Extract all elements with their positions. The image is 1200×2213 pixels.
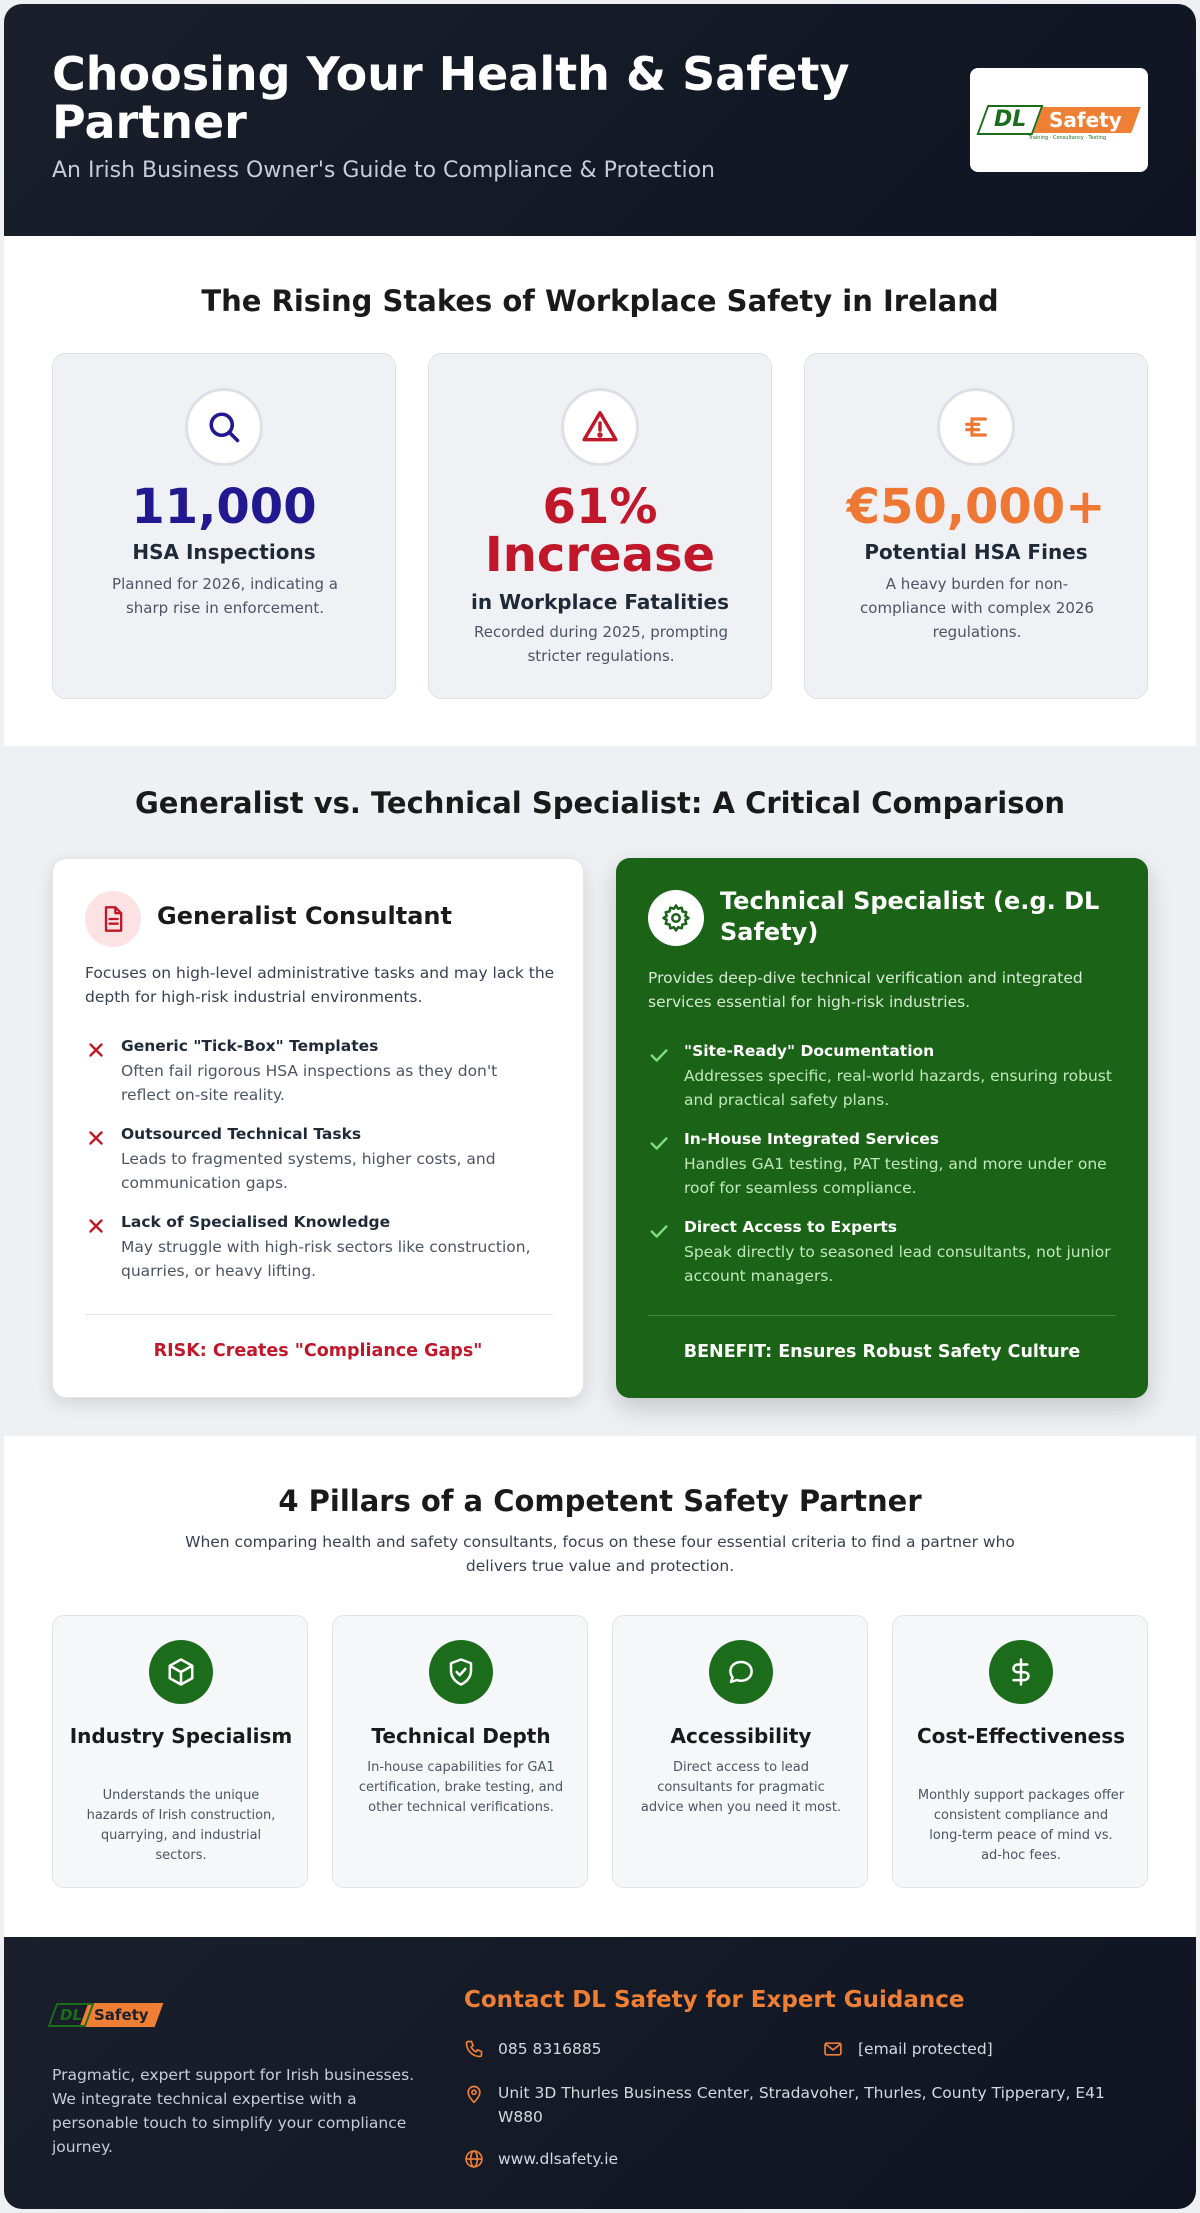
specialist-title: Technical Specialist (e.g. DL Safety) bbox=[720, 887, 1100, 946]
pillar-description: Monthly support packages offer consistent compliance and long-term peace of mind vs. ad-hoc fees. bbox=[917, 1788, 1125, 1863]
check-icon bbox=[648, 1044, 670, 1066]
contact-website[interactable] bbox=[464, 2147, 618, 2171]
page-title: Choosing Your Health & Safety Partner bbox=[52, 47, 850, 149]
point-heading: In-House Integrated Services bbox=[684, 1130, 940, 1148]
pillar-technical-depth bbox=[332, 1615, 588, 1888]
point-detail: Handles GA1 testing, PAT testing, and more under one roof for seamless compliance. bbox=[684, 1155, 1107, 1197]
address-text: Unit 3D Thurles Business Center, Stradavoher, Thurles, County Tipperary, E41 W880 bbox=[498, 2084, 1105, 2126]
chat-icon bbox=[709, 1640, 773, 1704]
point-detail: Speak directly to seasoned lead consultants, not junior account managers. bbox=[684, 1243, 1111, 1285]
comparison-section bbox=[4, 746, 1196, 1436]
contact-title: Contact DL Safety for Expert Guidance bbox=[464, 1987, 965, 2013]
pillar-accessibility bbox=[612, 1615, 868, 1888]
point-heading: Direct Access to Experts bbox=[684, 1218, 897, 1236]
pillar-title: Accessibility bbox=[670, 1724, 812, 1748]
stat-label: HSA Inspections bbox=[132, 540, 316, 564]
generalist-title: Generalist Consultant bbox=[157, 902, 452, 930]
point-detail: Leads to fragmented systems, higher costs, and communication gaps. bbox=[121, 1150, 496, 1192]
stat-card-fatalities bbox=[428, 353, 772, 699]
pillar-industry-specialism bbox=[52, 1615, 308, 1888]
stat-value-line-2: Increase bbox=[484, 527, 716, 583]
dl-safety-logo: DL Safety Training · Consultancy · Testing bbox=[970, 68, 1148, 172]
phone-icon bbox=[464, 2039, 484, 2059]
cross-icon bbox=[85, 1039, 107, 1061]
stat-description: Recorded during 2025, prompting stricter regulations. bbox=[474, 623, 728, 665]
document-icon bbox=[85, 891, 141, 947]
stat-label: Potential HSA Fines bbox=[864, 540, 1088, 564]
page-subtitle: An Irish Business Owner's Guide to Compliance & Protection bbox=[52, 158, 715, 183]
pillar-description: Understands the unique hazards of Irish construction, quarrying, and industrial sectors. bbox=[86, 1788, 276, 1863]
stat-value: €50,000+ bbox=[846, 479, 1106, 535]
mail-icon bbox=[822, 2039, 844, 2059]
dollar-icon bbox=[989, 1640, 1053, 1704]
specialist-intro: Provides deep-dive technical verification and integrated services essential for high-risk industries. bbox=[648, 969, 1083, 1011]
specialist-benefit: BENEFIT: Ensures Robust Safety Culture bbox=[683, 1342, 1081, 1362]
email-address: [email protected] bbox=[858, 2040, 993, 2058]
shield-check-icon bbox=[429, 1640, 493, 1704]
divider bbox=[85, 1314, 553, 1315]
comparison-title: Generalist vs. Technical Specialist: A Critical Comparison bbox=[134, 786, 1066, 820]
pillars-subtitle: When comparing health and safety consultants, focus on these four essential criteria to find a partner who delivers true value and protection. bbox=[185, 1533, 1015, 1575]
stat-value: 11,000 bbox=[131, 479, 317, 535]
cross-icon bbox=[85, 1215, 107, 1237]
divider bbox=[648, 1315, 1116, 1316]
point-heading: Outsourced Technical Tasks bbox=[121, 1125, 362, 1143]
euro-icon bbox=[937, 388, 1015, 466]
generalist-card bbox=[52, 858, 584, 1398]
pillar-description: In-house capabilities for GA1 certification, brake testing, and other technical verifications. bbox=[358, 1760, 564, 1815]
check-icon bbox=[648, 1220, 670, 1242]
warning-icon bbox=[561, 388, 639, 466]
point-heading: "Site-Ready" Documentation bbox=[684, 1042, 935, 1060]
stat-card-fines bbox=[804, 353, 1148, 699]
pillar-cost-effectiveness bbox=[892, 1615, 1148, 1888]
globe-icon bbox=[464, 2149, 484, 2169]
website-url: www.dlsafety.ie bbox=[498, 2150, 619, 2168]
infographic-page bbox=[4, 4, 1196, 2209]
stat-value-line-1: 61% bbox=[542, 479, 658, 535]
specialist-card bbox=[616, 858, 1148, 1398]
contact-address bbox=[464, 2081, 1154, 2129]
stakes-title: The Rising Stakes of Workplace Safety in Ireland bbox=[201, 284, 999, 318]
stat-description: A heavy burden for non-compliance with complex 2026 regulations. bbox=[860, 575, 1094, 641]
pillar-title: Industry Specialism bbox=[69, 1724, 293, 1748]
stat-card-inspections bbox=[52, 353, 396, 699]
map-pin-icon bbox=[464, 2083, 484, 2105]
point-heading: Lack of Specialised Knowledge bbox=[121, 1213, 391, 1231]
hero-header bbox=[4, 4, 1196, 236]
contact-email[interactable] bbox=[822, 2037, 993, 2061]
pillar-title: Cost-Effectiveness bbox=[916, 1724, 1126, 1748]
generalist-intro: Focuses on high-level administrative tasks and may lack the depth for high-risk industrial environments. bbox=[85, 964, 555, 1006]
cube-icon bbox=[149, 1640, 213, 1704]
contact-phone[interactable] bbox=[464, 2037, 602, 2061]
point-detail: May struggle with high-risk sectors like construction, quarries, or heavy lifting. bbox=[121, 1238, 531, 1280]
footer bbox=[4, 1937, 1196, 2209]
gear-icon bbox=[648, 890, 704, 946]
pillar-description: Direct access to lead consultants for pragmatic advice when you need it most. bbox=[640, 1760, 842, 1815]
generalist-risk: RISK: Creates "Compliance Gaps" bbox=[153, 1341, 483, 1361]
footer-about: Pragmatic, expert support for Irish businesses. We integrate technical expertise with a personable touch to simplify your compliance journey. bbox=[52, 2066, 415, 2156]
cross-icon bbox=[85, 1127, 107, 1149]
point-heading: Generic "Tick-Box" Templates bbox=[121, 1037, 379, 1055]
check-icon bbox=[648, 1132, 670, 1154]
pillars-title: 4 Pillars of a Competent Safety Partner bbox=[278, 1484, 922, 1518]
search-icon bbox=[185, 388, 263, 466]
phone-number: 085 8316885 bbox=[498, 2040, 602, 2058]
point-detail: Often fail rigorous HSA inspections as they don't reflect on-site reality. bbox=[121, 1062, 498, 1104]
pillar-title: Technical Depth bbox=[371, 1724, 551, 1748]
footer-logo: DL Safety bbox=[52, 2003, 159, 2027]
stat-label: in Workplace Fatalities bbox=[471, 590, 729, 614]
stat-description: Planned for 2026, indicating a sharp rise in enforcement. bbox=[112, 575, 338, 617]
point-detail: Addresses specific, real-world hazards, ensuring robust and practical safety plans. bbox=[684, 1067, 1112, 1109]
